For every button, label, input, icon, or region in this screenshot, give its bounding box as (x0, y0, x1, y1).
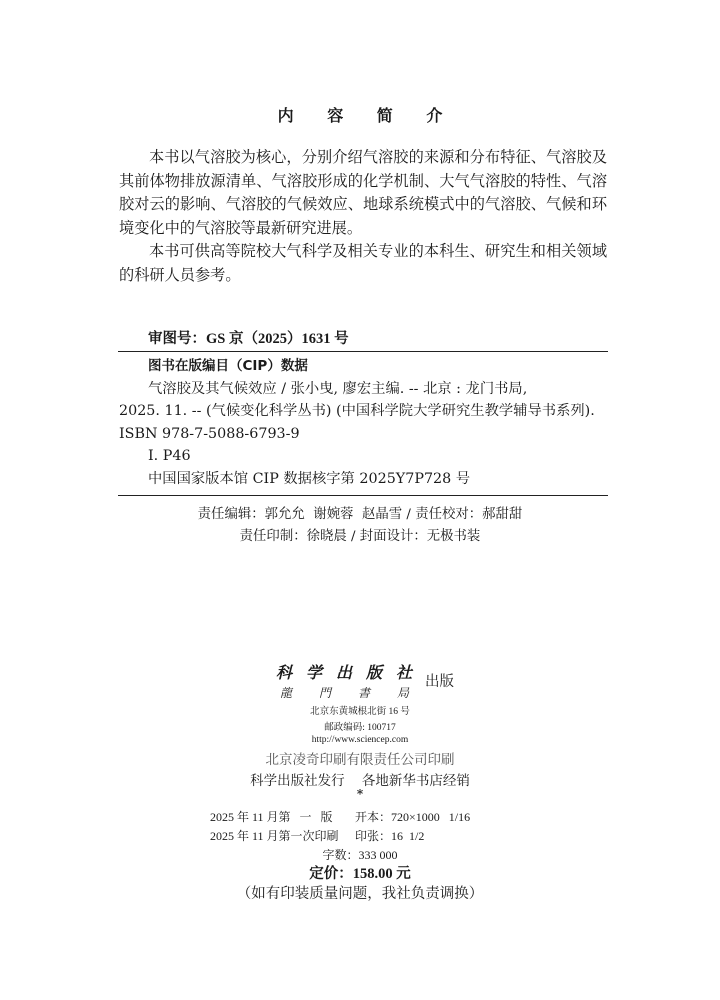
edition-row (210, 808, 470, 825)
cip-verification: 中国国家版本馆 CIP 数据核字第 2025Y7P728 号 (148, 470, 471, 487)
cip-classification: Ⅰ. P46 (148, 448, 191, 464)
cip-line: 气溶胶及其气候效应 / 张小曳, 廖宏主编. -- 北京 : 龙门书局, (148, 380, 528, 397)
distribution: 科学出版社发行 各地新华书店经销 (250, 773, 470, 789)
format: 开本：720×1000 1/16 (355, 810, 471, 824)
print-sheets: 印张：16 1/2 (355, 829, 425, 843)
printing-row (210, 827, 424, 844)
cip-line: 2025. 11. -- (气候变化科学丛书) (中国科学院大学研究生教学辅导书系列). (119, 403, 595, 419)
credits-production: 责任印制：徐晓晨 / 封面设计：无极书装 (239, 529, 481, 544)
price: 定价：158.00 元 (309, 866, 411, 882)
publisher-address: 北京东黄城根北街 16 号 (310, 707, 410, 717)
summary-paragraph-2: 本书可供高等院校大气科学及相关专业的本科生、研究生和相关领域的科研人员参考。 (119, 242, 607, 284)
word-count: 字数：333 000 (322, 848, 398, 862)
cip-bottom-rule (118, 495, 608, 496)
publisher-name-longmen: 龍門書局 (280, 686, 437, 700)
printing-line: 2025 年 11 月第一次印刷 (210, 829, 339, 843)
publisher-postcode: 邮政编码: 100717 (324, 723, 396, 733)
page-title: 内 容 简 介 (277, 106, 457, 125)
credits-block (0, 504, 720, 548)
map-review-number: 审图号：GS 京（2025）1631 号 (148, 331, 349, 347)
credits-editors: 责任编辑：郭允允 谢婉蓉 赵晶雪 / 责任校对：郝甜甜 (197, 507, 523, 522)
cip-block (119, 355, 609, 490)
edition-line: 2025 年 11 月第 一 版 (210, 810, 333, 824)
summary-paragraph-1: 本书以气溶胶为核心，分别介绍气溶胶的来源和分布特征、气溶胶及其前体物排放源清单、气溶胶形成的化学机制、大气气溶胶的特性、气溶胶对云的影响、气溶胶的气候效应、地球系统模式中的气溶胶、气候和环境变化中的气溶胶等最新研究进展。 (119, 148, 607, 237)
cip-header: 图书在版编目（CIP）数据 (148, 358, 308, 374)
publisher-name-science-press: 科学出版社 (276, 663, 427, 682)
separator-star: * (356, 787, 364, 801)
printer: 北京凌奇印刷有限责任公司印刷 (265, 752, 455, 768)
summary-text (119, 146, 607, 287)
quality-note: （如有印装质量问题，我社负责调换） (236, 886, 484, 902)
cip-isbn: ISBN 978-7-5088-6793-9 (119, 425, 300, 442)
publisher-url: http://www.sciencep.com (311, 735, 409, 745)
cip-top-rule (118, 351, 608, 352)
publisher-suffix: 出版 (425, 674, 454, 690)
